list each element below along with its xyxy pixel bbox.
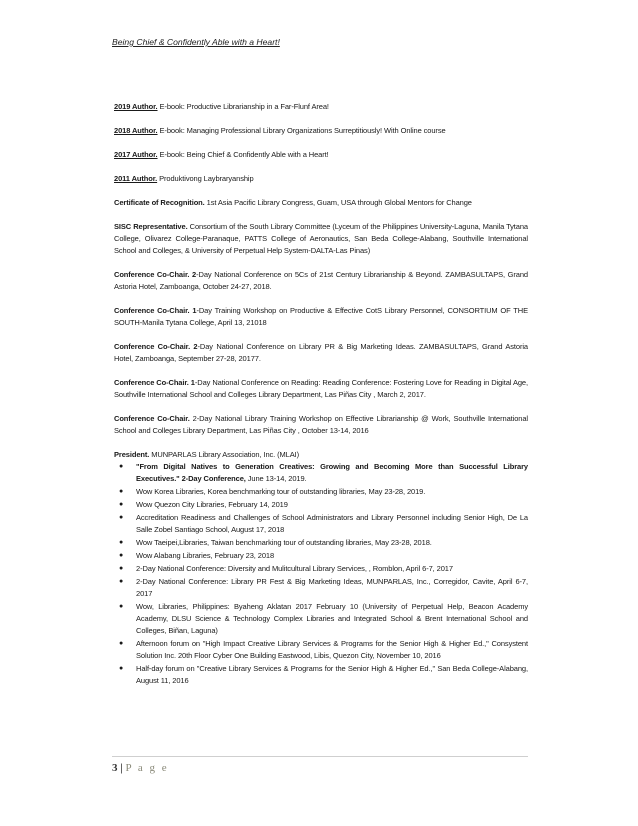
bullet-icon: ●: [119, 603, 124, 610]
list-item: [114, 563, 528, 575]
list-item: [114, 601, 528, 637]
list-item-text: 2-Day National Conference: Diversity and Mulitcultural Library Services, , Romblon, April 6-7, 2017: [136, 564, 453, 573]
entry-label: Certificate of Recognition.: [114, 198, 205, 207]
entry-label: Conference Co-Chair. 2: [114, 270, 197, 279]
entry-item: [114, 269, 528, 293]
page-number: 3: [112, 762, 118, 774]
bullet-icon: ●: [119, 501, 124, 508]
list-item-bold: "From Digital Natives to Generation Creatives: Growing and Becoming More than Successful Library Executives." 2-Day Conference,: [136, 462, 528, 483]
entry-item: [114, 149, 528, 161]
president-entry: [114, 449, 528, 461]
list-item: [114, 663, 528, 687]
entry-item: [114, 305, 528, 329]
list-item: [114, 537, 528, 549]
list-item-text: Wow Korea Libraries, Korea benchmarking tour of outstanding libraries, May 23-28, 2019.: [136, 487, 426, 496]
president-label: President.: [114, 450, 150, 459]
entry-item: [114, 341, 528, 365]
entry-item: [114, 197, 528, 209]
entry-label: Conference Co-Chair. 2: [114, 342, 198, 351]
page-header: Being Chief & Confidently Able with a Heart!: [112, 37, 280, 47]
president-items: [114, 461, 528, 687]
list-item: [114, 461, 528, 485]
bullet-icon: ●: [119, 539, 124, 546]
entry-item: [114, 413, 528, 437]
entry-text: 1st Asia Pacific Library Congress, Guam, USA through Global Mentors for Change: [204, 198, 472, 207]
entry-label: 2018 Author.: [114, 126, 158, 135]
entry-text: E-book: Managing Professional Library Organizations Surreptitiously! With Online course: [157, 126, 446, 135]
bullet-icon: ●: [119, 552, 124, 559]
entry-text: E-book: Productive Librarianship in a Far-Flunf Area!: [157, 102, 329, 111]
bullet-icon: ●: [119, 488, 124, 495]
document-body: [114, 101, 528, 688]
entry-label: Conference Co-Chair. 1: [114, 306, 197, 315]
list-item: [114, 499, 528, 511]
entry-item: [114, 173, 528, 185]
footer-separator: |: [117, 762, 126, 774]
entry-text: -Day National Conference on Library PR & Big Marketing Ideas. ZAMBASULTAPS, Grand Astoria Hotel, Zamboanga, September 27-28, 20177.: [114, 342, 528, 363]
bullet-icon: ●: [119, 640, 124, 647]
entry-text: -Day Training Workshop on Productive & Effective CotS Library Personnel, CONSORTIUM OF THE SOUTH-Manila Tytana College, April 13, 21018: [114, 306, 528, 327]
list-item-text: Wow, Libraries, Philippines: Byaheng Aklatan 2017 February 10 (University of Perpetual Help, Beacon Academy Academy, DLSU Science & Technology Complex Libraries and Integrated School & Brent International School and Colleges, Biñan, Laguna): [136, 602, 528, 635]
list-item-text: 2-Day National Conference: Library PR Fest & Big Marketing Ideas, MUNPARLAS, Inc., Corregidor, Cavite, April 6-7, 2017: [136, 577, 528, 598]
list-item: [114, 486, 528, 498]
list-item: [114, 576, 528, 600]
list-item: [114, 550, 528, 562]
entry-label: Conference Co-Chair. 1: [114, 378, 195, 387]
list-item-text: Accreditation Readiness and Challenges of School Administrators and Library Personnel including Senior High, De La Salle Zobel Santiago School, August 17, 2018: [136, 513, 528, 534]
bullet-icon: ●: [119, 665, 124, 672]
list-item-text: Half-day forum on "Creative Library Services & Programs for the Senior High & Higher Ed.," San Beda College-Alabang, August 11, 2016: [136, 664, 528, 685]
entry-label: 2017 Author.: [114, 150, 158, 159]
entry-label: 2019 Author.: [114, 102, 158, 111]
list-item: [114, 638, 528, 662]
president-text: MUNPARLAS Library Association, Inc. (MLAI): [149, 450, 300, 459]
list-item-text: June 13-14, 2019.: [245, 474, 307, 483]
list-item-text: Wow Quezon City Libraries, February 14, 2019: [136, 500, 288, 509]
entries-list: [114, 101, 528, 437]
bullet-icon: ●: [119, 565, 124, 572]
list-item-text: Afternoon forum on "High Impact Creative Library Services & Programs for the Senior High & Higher Ed.," Consystent Solution Inc. 20th Floor Cyber One Building Eastwood, Libis, Quezon City, November 10, 2016: [136, 639, 528, 660]
entry-text: -Day National Conference on Reading: Reading Conference: Fostering Love for Reading in Digital Age, Southville International School and Colleges Library Department, Las Piñas City , March 2, 2017.: [114, 378, 528, 399]
entry-item: [114, 377, 528, 401]
entry-item: [114, 125, 528, 137]
list-item-text: Wow Taeipei,Libraries, Taiwan benchmarking tour of outstanding libraries, May 23-28, 2018.: [136, 538, 432, 547]
entry-text: E-book: Being Chief & Confidently Able with a Heart!: [157, 150, 329, 159]
entry-text: 2-Day National Library Training Workshop on Effective Librarianship @ Work, Southville International School and Colleges Library Department, Las Piñas City , October 13-14, 2016: [114, 414, 528, 435]
entry-text: Produktivong Laybraryanship: [157, 174, 254, 183]
entry-text: -Day National Conference on 5Cs of 21st Century Librarianship & Beyond. ZAMBASULTAPS, Grand Astoria Hotel, Zamboanga, October 24-27, 2018.: [114, 270, 528, 291]
entry-item: [114, 221, 528, 257]
list-item-text: Wow Alabang Libraries, February 23, 2018: [136, 551, 275, 560]
entry-label: Conference Co-Chair.: [114, 414, 190, 423]
entry-label: 2011 Author.: [114, 174, 158, 183]
entry-item: [114, 101, 528, 113]
bullet-icon: ●: [119, 578, 124, 585]
bullet-icon: ●: [119, 463, 124, 470]
footer-divider: [112, 756, 528, 757]
entry-text: Consortium of the South Library Committee (Lyceum of the Philippines University-Laguna, Manila Tytana College, Olivarez College-Paranaque, PATTS College of Aeronautics, San Beda College-Alabang, Southville International School and Colleges, & University of Perpetual Help System-DALTA-Las Pinas): [114, 222, 529, 255]
list-item: [114, 512, 528, 536]
page-footer: [112, 762, 169, 774]
entry-label: SISC Representative.: [114, 222, 188, 231]
bullet-icon: ●: [119, 514, 124, 521]
page-label: P a g e: [125, 762, 169, 774]
